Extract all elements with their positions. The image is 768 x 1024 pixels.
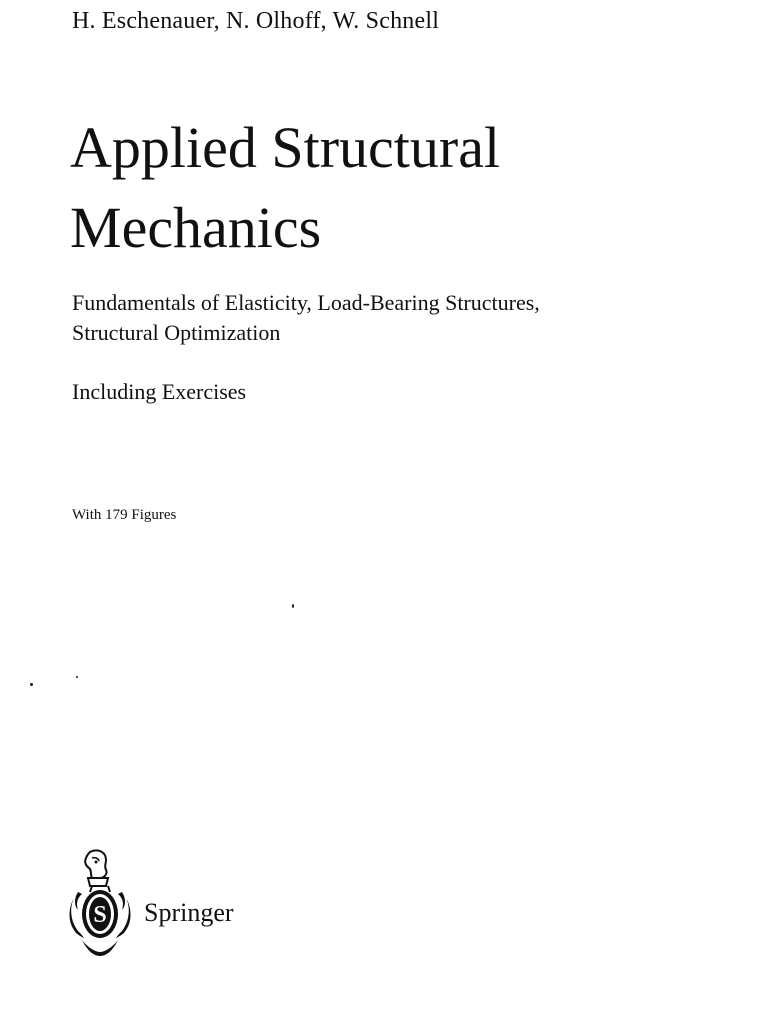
svg-text:S: S <box>93 902 107 928</box>
publisher-imprint <box>68 848 328 968</box>
book-title-line-2: Mechanics <box>70 195 322 260</box>
figures-note: With 179 Figures <box>72 507 177 523</box>
book-subtitle <box>72 288 540 348</box>
book-title <box>70 108 500 268</box>
book-title-line-1: Applied Structural <box>70 115 501 180</box>
book-subtitle-line-2: Structural Optimization <box>72 320 281 345</box>
exercises-note: Including Exercises <box>72 379 247 404</box>
scan-speck <box>76 676 78 678</box>
scan-speck <box>292 604 294 608</box>
publisher-name: Springer <box>144 898 234 927</box>
book-subtitle-line-1: Fundamentals of Elasticity, Load-Bearing Structures, <box>72 290 540 315</box>
authors: H. Eschenauer, N. Olhoff, W. Schnell <box>72 8 440 34</box>
scan-speck <box>30 683 33 686</box>
springer-knight-logo-icon <box>68 848 132 960</box>
